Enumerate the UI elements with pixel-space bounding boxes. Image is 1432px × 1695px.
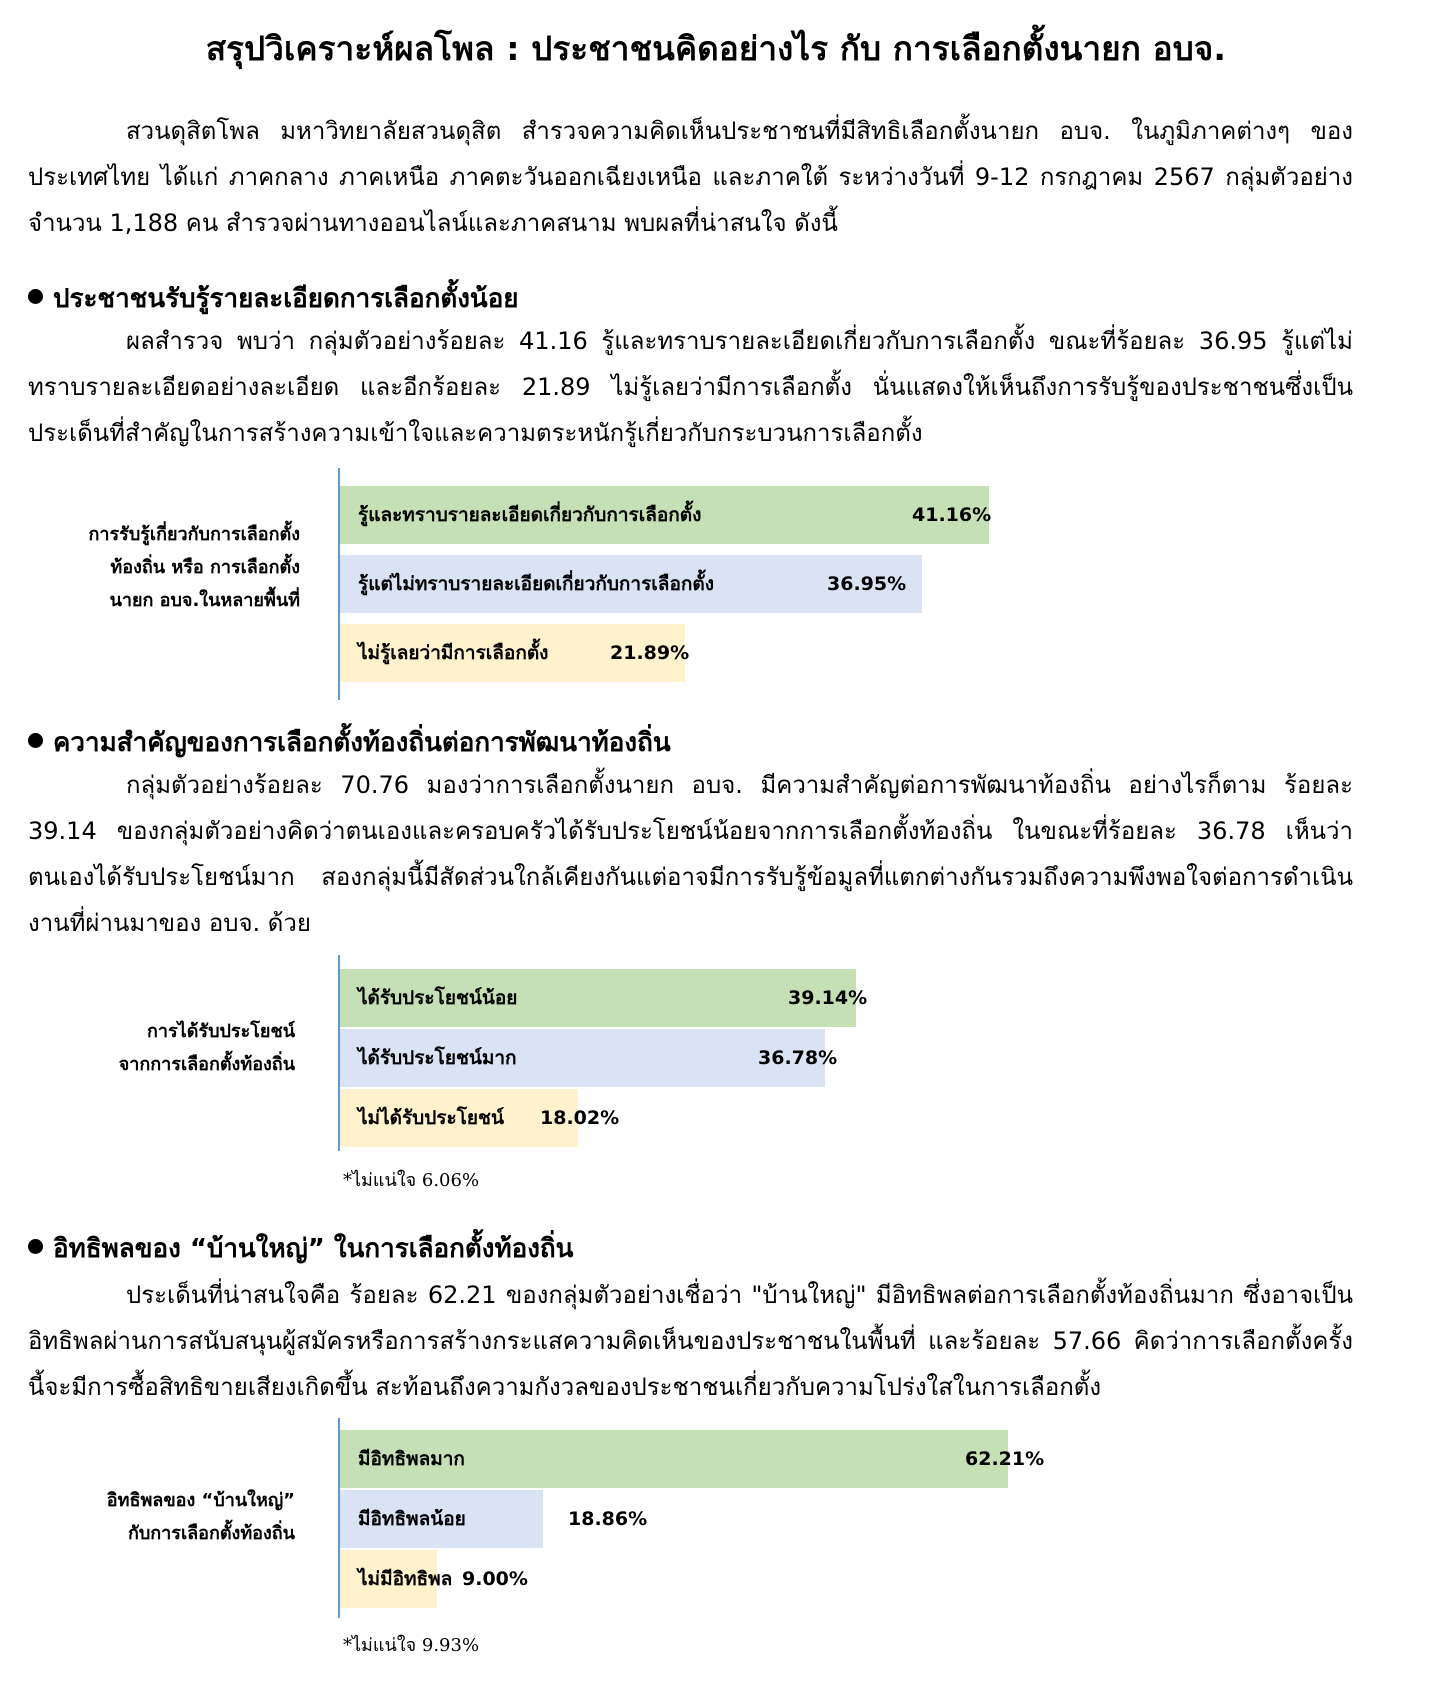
chart-2-bar xyxy=(340,1089,620,1147)
chart-1-label-line: การรับรู้เกี่ยวกับการเลือกตั้ง xyxy=(88,524,300,545)
section-1-text: ผลสำรวจ พบว่า กลุ่มตัวอย่างร้อยละ 41.16 รู้และทราบรายละเอียดเกี่ยวกับการเลือกตั้ง ขณะที่ร้อยละ 36.95 รู้แต่ไม่ทราบรายละเอียดอย่างละเอียด และอีกร้อยละ 21.89 ไม่รู้เลยว่ามีการเลือกตั้ง นั่นแสดงให้เห็นถึงการรับรู้ของประชาชนซึ่งเป็นประเด็นที่สำคัญในการสร้างความเข้าใจและความตระหนักรู้เกี่ยวกับกระบวนการเลือกตั้ง xyxy=(28,327,1353,447)
chart-1 xyxy=(0,468,1432,700)
chart-2-category-label xyxy=(15,1015,295,1081)
section-3-heading-text: อิทธิพลของ “บ้านใหญ่” ในการเลือกตั้งท้องถิ่น xyxy=(53,1234,574,1264)
chart-3-category-label xyxy=(15,1484,295,1550)
chart-1-bar xyxy=(340,555,922,613)
bullet-icon xyxy=(28,289,43,304)
section-1-paragraph xyxy=(28,318,1353,456)
bar-category-label: ไม่ได้รับประโยชน์ xyxy=(358,1107,504,1129)
section-1-heading-text: ประชาชนรับรู้รายละเอียดการเลือกตั้งน้อย xyxy=(53,284,519,314)
chart-3-label-line: อิทธิพลของ “บ้านใหญ่” xyxy=(106,1490,295,1511)
chart-1-category-label xyxy=(20,518,300,617)
chart-3-note: *ไม่แน่ใจ 9.93% xyxy=(343,1635,480,1656)
chart-3-label-line: กับการเลือกตั้งท้องถิ่น xyxy=(127,1523,295,1544)
bullet-icon xyxy=(28,733,43,748)
section-3-paragraph xyxy=(28,1272,1353,1410)
section-2-heading-text: ความสำคัญของการเลือกตั้งท้องถิ่นต่อการพัฒนาท้องถิ่น xyxy=(53,728,671,758)
chart-3 xyxy=(0,1418,1432,1656)
section-3-text: ประเด็นที่น่าสนใจคือ ร้อยละ 62.21 ของกลุ่มตัวอย่างเชื่อว่า "บ้านใหญ่" มีอิทธิพลต่อการเลือกตั้งท้องถิ่นมาก ซึ่งอาจเป็นอิทธิพลผ่านการสนับสนุนผู้สมัครหรือการสร้างกระแสความคิดเห็นของประชาชนในพื้นที่ และร้อยละ 57.66 คิดว่าการเลือกตั้งครั้งนี้จะมีการซื้อสิทธิขายเสียงเกิดขึ้น สะท้อนถึงความกังวลของประชาชนเกี่ยวกับความโปร่งใสในการเลือกตั้ง xyxy=(28,1281,1353,1401)
chart-3-bar xyxy=(340,1550,528,1608)
bar-value-label: 21.89% xyxy=(610,642,690,664)
section-2-paragraph xyxy=(28,762,1353,946)
bar-category-label: มีอิทธิพลน้อย xyxy=(358,1508,466,1530)
chart-2-note: *ไม่แน่ใจ 6.06% xyxy=(343,1170,480,1191)
bar-category-label: รู้แต่ไม่ทราบรายละเอียดเกี่ยวกับการเลือกตั้ง xyxy=(358,573,714,595)
chart-2-bar xyxy=(340,969,868,1027)
chart-2-bar xyxy=(340,1029,838,1087)
section-2-heading xyxy=(28,722,671,763)
bar-value-label: 18.02% xyxy=(540,1107,620,1129)
intro-text: สวนดุสิตโพล มหาวิทยาลัยสวนดุสิต สำรวจความคิดเห็นประชาชนที่มีสิทธิเลือกตั้งนายก อบจ. ในภูมิภาคต่างๆ ของประเทศไทย ได้แก่ ภาคกลาง ภาคเหนือ ภาคตะวันออกเฉียงเหนือ และภาคใต้ ระหว่างวันที่ 9-12 กรกฎาคม 2567 กลุ่มตัวอย่างจำนวน 1,188 คน สำรวจผ่านทางออนไลน์และภาคสนาม พบผลที่น่าสนใจ ดังนี้ xyxy=(28,117,1353,237)
bar-value-label: 41.16% xyxy=(912,504,992,526)
chart-1-label-line: ท้องถิ่น หรือ การเลือกตั้ง xyxy=(110,557,300,578)
chart-3-bar xyxy=(340,1490,648,1548)
chart-1-bar xyxy=(340,624,690,682)
section-1-heading xyxy=(28,278,519,319)
chart-1-label-line: นายก อบจ.ในหลายพื้นที่ xyxy=(109,590,300,611)
bar-value-label: 62.21% xyxy=(965,1448,1045,1470)
chart-1-bar xyxy=(340,486,992,544)
section-2-text: กลุ่มตัวอย่างร้อยละ 70.76 มองว่าการเลือกตั้งนายก อบจ. มีความสำคัญต่อการพัฒนาท้องถิ่น อย่างไรก็ตาม ร้อยละ 39.14 ของกลุ่มตัวอย่างคิดว่าตนเองและครอบครัวได้รับประโยชน์น้อยจากการเลือกตั้งท้องถิ่น ในขณะที่ร้อยละ 36.78 เห็นว่าตนเองได้รับประโยชน์มาก สองกลุ่มนี้มีสัดส่วนใกล้เคียงกันแต่อาจมีการรับรู้ข้อมูลที่แตกต่างกันรวมถึงความพึงพอใจต่อการดำเนินงานที่ผ่านมาของ อบจ. ด้วย xyxy=(28,771,1353,937)
bar-value-label: 9.00% xyxy=(462,1568,528,1590)
bar-category-label: มีอิทธิพลมาก xyxy=(358,1448,465,1470)
bar-value-label: 39.14% xyxy=(788,987,868,1009)
chart-2-label-line: การได้รับประโยชน์ xyxy=(146,1021,295,1042)
bar-category-label: ได้รับประโยชน์มาก xyxy=(358,1047,517,1069)
bar-value-label: 18.86% xyxy=(568,1508,648,1530)
bullet-icon xyxy=(28,1239,43,1254)
bar-category-label: ไม่มีอิทธิพล xyxy=(358,1568,453,1590)
bar-value-label: 36.95% xyxy=(827,573,907,595)
chart-2 xyxy=(0,955,1432,1191)
chart-2-label-line: จากการเลือกตั้งท้องถิ่น xyxy=(118,1054,295,1075)
intro-paragraph xyxy=(28,108,1353,246)
bar-category-label: ได้รับประโยชน์น้อย xyxy=(358,987,518,1009)
bar-value-label: 36.78% xyxy=(758,1047,838,1069)
bar-category-label: รู้และทราบรายละเอียดเกี่ยวกับการเลือกตั้ง xyxy=(358,504,702,526)
bar-category-label: ไม่รู้เลยว่ามีการเลือกตั้ง xyxy=(358,642,549,664)
section-3-heading xyxy=(28,1228,573,1269)
page-title: สรุปวิเคราะห์ผลโพล : ประชาชนคิดอย่างไร กับ การเลือกตั้งนายก อบจ. xyxy=(205,29,1227,68)
chart-3-bar xyxy=(340,1430,1045,1488)
